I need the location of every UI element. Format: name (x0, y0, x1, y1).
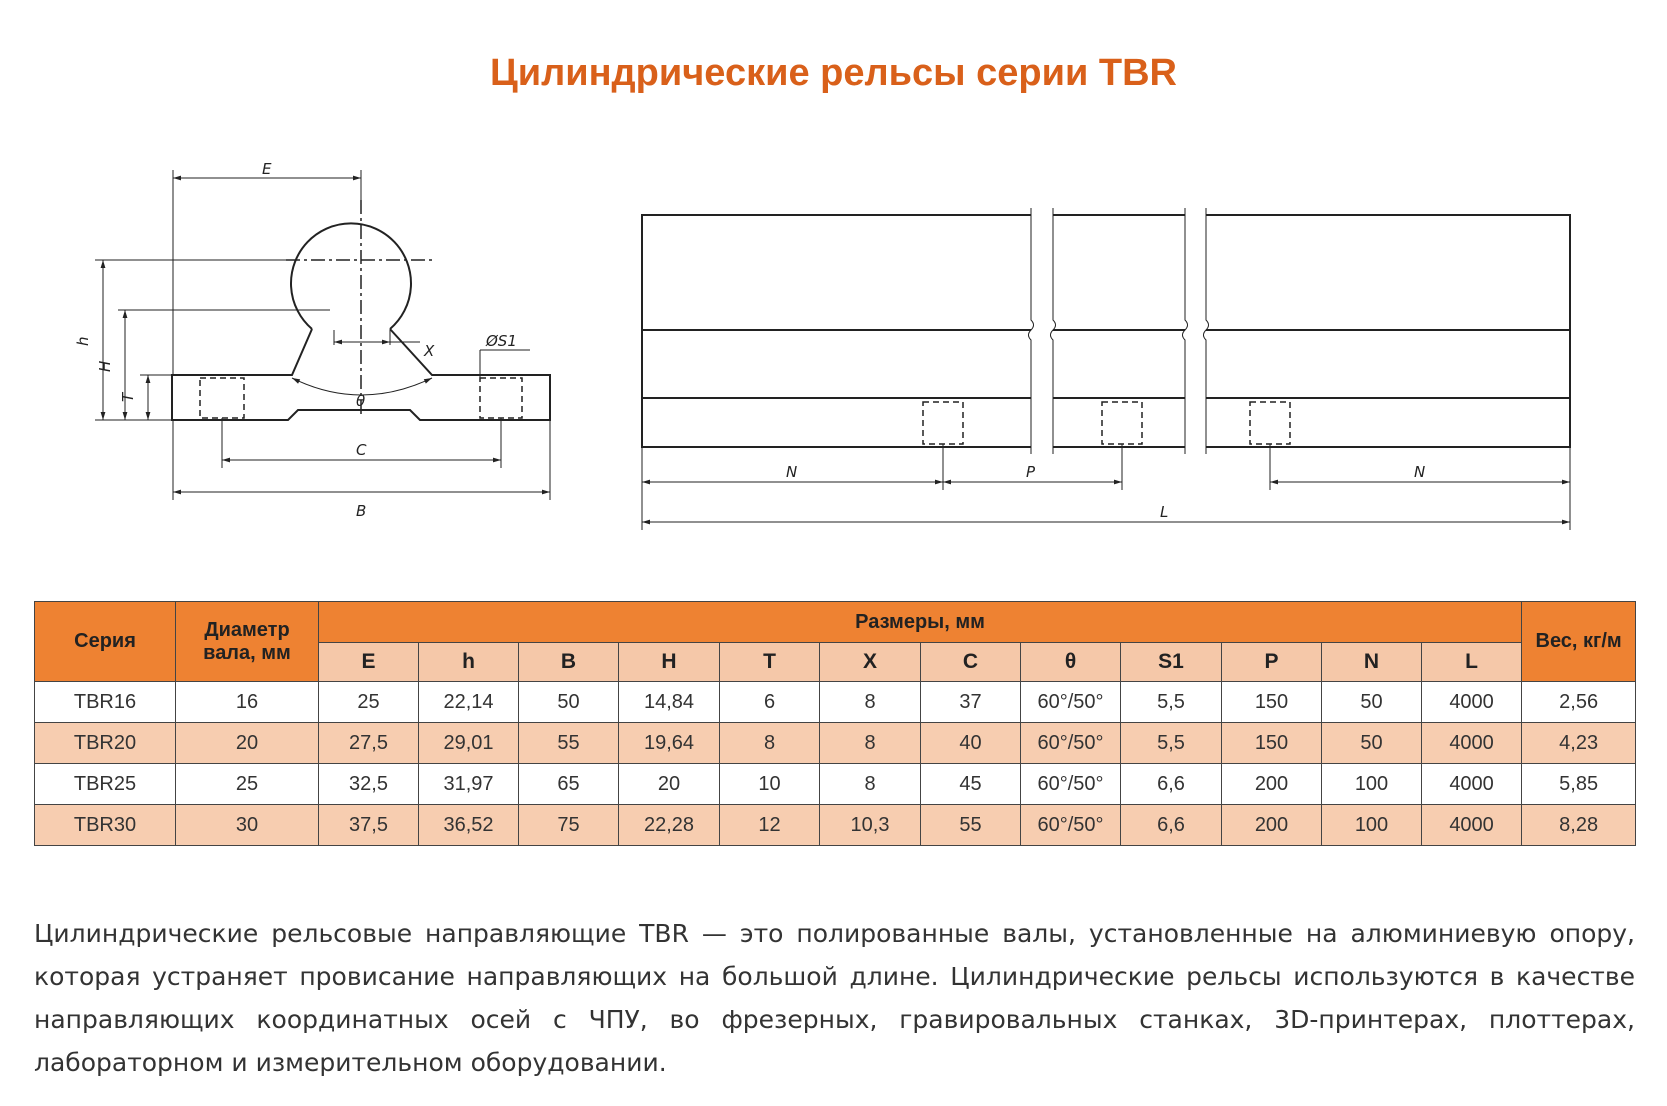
col-header-series: Серия (35, 602, 176, 682)
description-paragraph: Цилиндрические рельсовые направляющие TBR — это полированные валы, установленные на алюминиевую опору, которая устраняет провисание направляющих на большой длине. Цилиндрические рельсы используются в качестве направляющих координатных осей с ЧПУ, во фрезерных, гравировальных станках, 3D-принтерах, плоттерах, лабораторном и измерительном оборудовании. (34, 919, 1635, 1077)
dim-label-x: X (424, 342, 435, 360)
cell-x: 8 (820, 682, 921, 723)
cell-series: TBR25 (35, 764, 176, 805)
col-header-p: P (1222, 643, 1322, 682)
cell-l: 4000 (1422, 723, 1522, 764)
col-header-b: B (519, 643, 619, 682)
cell-c: 45 (921, 764, 1021, 805)
cell-n: 100 (1322, 805, 1422, 846)
cell-e: 25 (319, 682, 419, 723)
cell-series: TBR20 (35, 723, 176, 764)
cell-h-large: 22,28 (619, 805, 720, 846)
dim-label-h-small: h (74, 336, 92, 346)
cell-b: 50 (519, 682, 619, 723)
cell-x: 8 (820, 764, 921, 805)
cell-t: 8 (720, 723, 820, 764)
cell-n: 100 (1322, 764, 1422, 805)
col-header-theta: θ (1021, 643, 1121, 682)
cell-weight: 2,56 (1522, 682, 1636, 723)
dim-label-theta: θ (356, 392, 366, 410)
cell-c: 55 (921, 805, 1021, 846)
cell-e: 37,5 (319, 805, 419, 846)
cell-c: 37 (921, 682, 1021, 723)
cell-h-small: 31,97 (419, 764, 519, 805)
cell-diameter: 16 (176, 682, 319, 723)
dim-label-c: C (356, 441, 367, 459)
dim-label-b: B (356, 502, 367, 520)
cell-diameter: 20 (176, 723, 319, 764)
cell-s1: 6,6 (1121, 805, 1222, 846)
cell-s1: 6,6 (1121, 764, 1222, 805)
cell-n: 50 (1322, 723, 1422, 764)
cell-e: 32,5 (319, 764, 419, 805)
cell-weight: 8,28 (1522, 805, 1636, 846)
cell-e: 27,5 (319, 723, 419, 764)
cell-l: 4000 (1422, 764, 1522, 805)
cell-h-large: 19,64 (619, 723, 720, 764)
page-title: Цилиндрические рельсы серии TBR (489, 52, 1177, 94)
cell-weight: 5,85 (1522, 764, 1636, 805)
cell-x: 10,3 (820, 805, 921, 846)
cell-x: 8 (820, 723, 921, 764)
cell-b: 65 (519, 764, 619, 805)
cell-p: 200 (1222, 764, 1322, 805)
cell-h-small: 29,01 (419, 723, 519, 764)
table-row (35, 723, 1636, 764)
cell-p: 200 (1222, 805, 1322, 846)
dim-label-h-large: H (96, 360, 114, 372)
cell-series: TBR16 (35, 682, 176, 723)
cell-h-small: 36,52 (419, 805, 519, 846)
col-header-e: E (319, 643, 419, 682)
cell-l: 4000 (1422, 805, 1522, 846)
col-header-h-large: H (619, 643, 720, 682)
side-view (642, 215, 1570, 447)
cell-n: 50 (1322, 682, 1422, 723)
table-row (35, 682, 1636, 723)
cell-b: 75 (519, 805, 619, 846)
col-header-dimensions: Размеры, мм (319, 602, 1522, 643)
cell-t: 12 (720, 805, 820, 846)
cell-h-large: 14,84 (619, 682, 720, 723)
cell-theta: 60°/50° (1021, 805, 1121, 846)
cell-b: 55 (519, 723, 619, 764)
cell-t: 10 (720, 764, 820, 805)
cell-weight: 4,23 (1522, 723, 1636, 764)
cell-theta: 60°/50° (1021, 764, 1121, 805)
cell-l: 4000 (1422, 682, 1522, 723)
dim-label-n-left: N (786, 463, 798, 481)
dim-label-n-right: N (1414, 463, 1426, 481)
col-header-s1: S1 (1121, 643, 1222, 682)
table-row (35, 805, 1636, 846)
dim-label-e: E (262, 160, 272, 178)
table-row (35, 764, 1636, 805)
cell-theta: 60°/50° (1021, 723, 1121, 764)
cell-p: 150 (1222, 682, 1322, 723)
col-header-x: X (820, 643, 921, 682)
col-header-n: N (1322, 643, 1422, 682)
cell-h-large: 20 (619, 764, 720, 805)
technical-drawing (0, 150, 1667, 550)
cell-diameter: 25 (176, 764, 319, 805)
col-header-l: L (1422, 643, 1522, 682)
cell-c: 40 (921, 723, 1021, 764)
dim-label-s1: ØS1 (486, 332, 517, 350)
dim-label-p: P (1026, 463, 1036, 481)
dim-label-l: L (1160, 503, 1169, 521)
col-header-weight: Вес, кг/м (1522, 602, 1636, 682)
col-header-c: C (921, 643, 1021, 682)
cell-theta: 60°/50° (1021, 682, 1121, 723)
col-header-t: T (720, 643, 820, 682)
col-header-h-small: h (419, 643, 519, 682)
cell-s1: 5,5 (1121, 723, 1222, 764)
dim-label-t: T (119, 392, 137, 402)
col-header-diameter: Диаметр вала, мм (176, 602, 319, 682)
cell-series: TBR30 (35, 805, 176, 846)
cell-p: 150 (1222, 723, 1322, 764)
specification-table (34, 601, 1636, 846)
cell-h-small: 22,14 (419, 682, 519, 723)
cell-t: 6 (720, 682, 820, 723)
cell-diameter: 30 (176, 805, 319, 846)
cell-s1: 5,5 (1121, 682, 1222, 723)
